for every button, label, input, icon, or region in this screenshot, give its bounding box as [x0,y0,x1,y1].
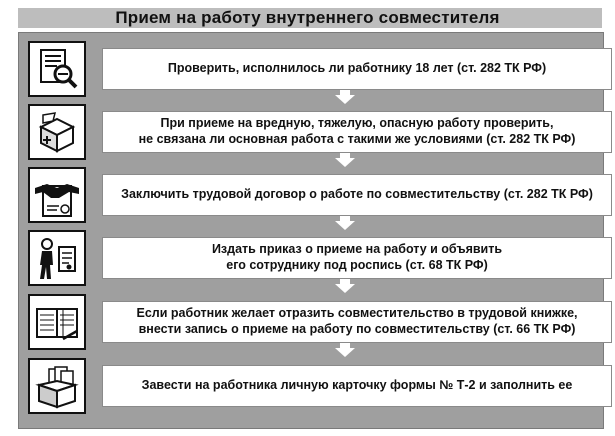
down-arrow-icon [335,158,355,167]
labor-book-icon [28,294,86,350]
down-arrow-icon [335,221,355,230]
step-text-box [102,174,612,216]
step-text: При приеме на вредную, тяжелую, опасную работу проверить, не связана ли основная работа с такими же условиями (ст. 282 ТК РФ) [138,116,576,146]
step-text-box [102,301,612,343]
card-box-icon [28,358,86,414]
step-text-box [102,237,612,279]
step-text-box [102,111,612,153]
step-2 [28,104,602,160]
step-3 [28,167,602,223]
step-text: Завести на работника личную карточку формы № Т-2 и заполнить ее [141,378,573,393]
first-aid-box-icon [28,104,86,160]
step-text: Издать приказ о приеме на работу и объявить его сотруднику под роспись (ст. 68 ТК РФ) [211,242,503,272]
step-text-box [102,48,612,90]
step-text: Проверить, исполнилось ли работнику 18 лет (ст. 282 ТК РФ) [167,61,547,76]
diagram-title: Прием на работу внутреннего совместителя [115,8,500,27]
employee-order-icon [28,230,86,286]
down-arrow-icon [335,284,355,293]
step-5 [28,294,602,350]
step-4 [28,230,602,286]
step-1 [28,41,602,97]
down-arrow-icon [335,95,355,104]
handshake-contract-icon [28,167,86,223]
down-arrow-icon [335,348,355,357]
step-text: Заключить трудовой договор о работе по совместительству (ст. 282 ТК РФ) [121,187,593,202]
step-text-box [102,365,612,407]
step-text: Если работник желает отразить совместительство в трудовой книжке, внести запись о приеме на работу по совместительству (ст. 66 ТК РФ) [136,306,578,336]
document-magnifier-icon [28,41,86,97]
step-6 [28,358,602,414]
